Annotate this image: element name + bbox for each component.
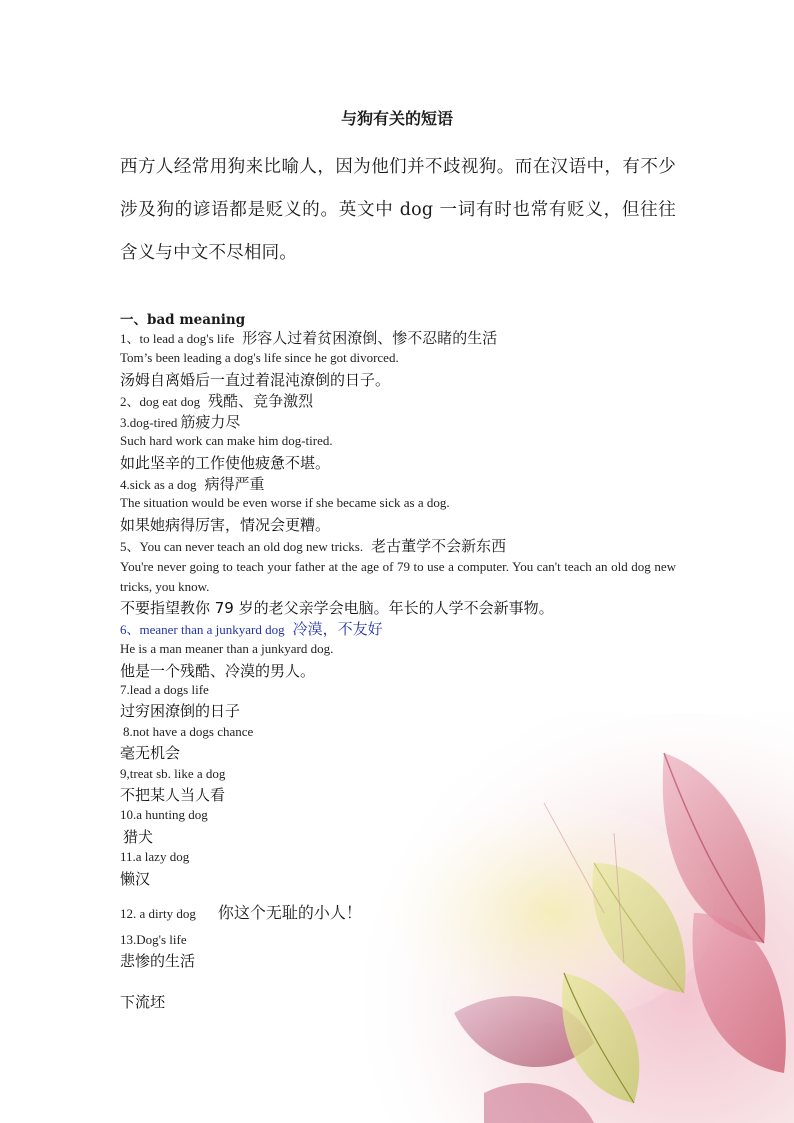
entry-6: 6、meaner than a junkyard dog 冷漠，不友好 (120, 620, 383, 638)
intro-paragraph: 西方人经常用狗来比喻人，因为他们并不歧视狗。而在汉语中，有不少涉及狗的谚语都是贬义的。英文中 dog 一词有时也常有贬义，但往往含义与中文不尽相同。 (120, 157, 676, 263)
entry-5: 5、You can never teach an old dog new tricks. 老古董学不会新东西 (120, 537, 507, 555)
entry-7: 7.lead a dogs life (120, 682, 209, 697)
section-heading: 一、bad meaning (120, 312, 246, 328)
entry-7-translation: 过穷困潦倒的日子 (120, 702, 241, 720)
entry-1-example: Tom’s been leading a dog's life since he got divorced. (120, 350, 399, 365)
entry-10-translation: 猎犬 (123, 828, 154, 846)
entry-9-translation: 不把某人当人看 (120, 786, 226, 804)
entry-13-translation: 悲惨的生活 (120, 952, 196, 970)
entry-1-translation: 汤姆自离婚后一直过着混沌潦倒的日子。 (120, 371, 391, 389)
entry-3-example: Such hard work can make him dog-tired. (120, 433, 333, 448)
entry-14: 下流坯 (120, 993, 166, 1011)
entry-9: 9,treat sb. like a dog (120, 766, 226, 781)
entry-6-translation: 他是一个残酷、冷漠的男人。 (120, 662, 316, 680)
entry-6-example: He is a man meaner than a junkyard dog. (120, 641, 334, 656)
entry-3-translation: 如此坚辛的工作使他疲惫不堪。 (120, 454, 331, 472)
entry-11: 11.a lazy dog (120, 849, 190, 864)
entry-4-translation: 如果她病得厉害，情况会更糟。 (120, 516, 331, 534)
entry-4: 4.sick as a dog 病得严重 (120, 475, 265, 493)
entry-1: 1、to lead a dog's life 形容人过着贫困潦倒、惨不忍睹的生活 (120, 329, 498, 347)
entry-5-example: You're never going to teach your father at the age of 79 to use a computer. You can't teach an old dog new tricks, you know. (120, 559, 676, 594)
document-title: 与狗有关的短语 (340, 109, 453, 128)
entry-10: 10.a hunting dog (120, 807, 208, 822)
entry-12: 12. a dirty dog 你这个无耻的小人！ (120, 903, 362, 922)
entry-2: 2、dog eat dog 残酷、竞争激烈 (120, 392, 314, 410)
entry-3: 3.dog-tired 筋疲力尽 (120, 413, 241, 431)
entry-4-example: The situation would be even worse if she became sick as a dog. (120, 495, 450, 510)
entry-8: 8.not have a dogs chance (123, 724, 254, 739)
entry-5-translation: 不要指望教你 79 岁的老父亲学会电脑。年长的人学不会新事物。 (120, 599, 554, 617)
entry-8-translation: 毫无机会 (120, 744, 181, 762)
entry-13: 13.Dog's life (120, 932, 187, 947)
entry-11-translation: 懒汉 (120, 870, 151, 888)
